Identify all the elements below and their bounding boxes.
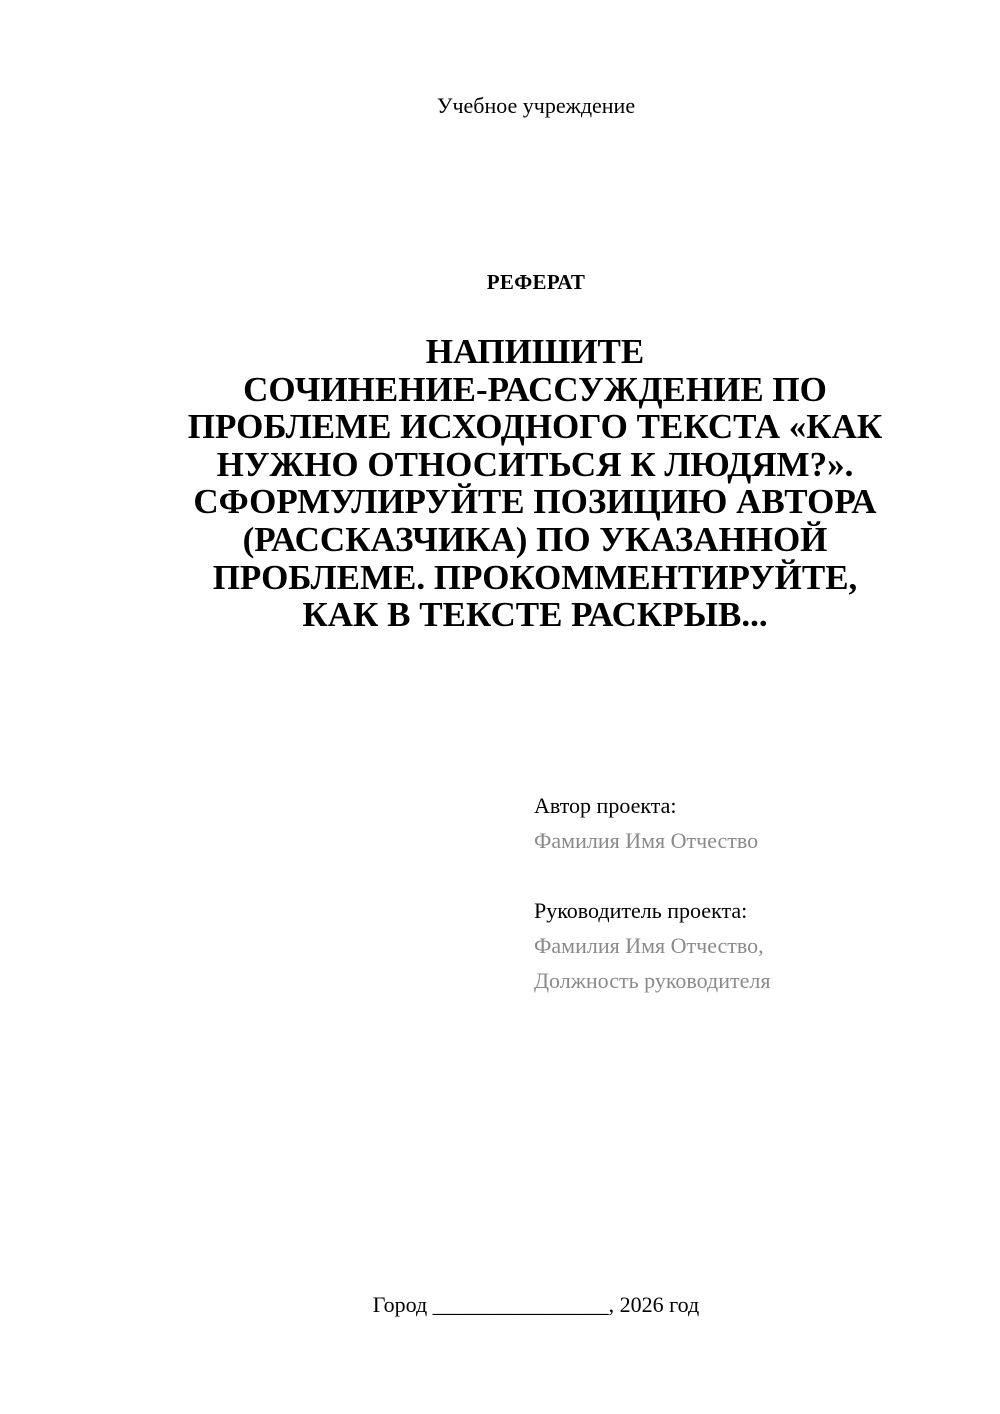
project-people-block bbox=[534, 788, 974, 998]
document-type: РЕФЕРАТ bbox=[486, 270, 586, 294]
title-line: СФОРМУЛИРУЙТЕ ПОЗИЦИЮ АВТОРА bbox=[193, 482, 877, 522]
title-line: (РАССКАЗЧИКА) ПО УКАЗАННОЙ bbox=[242, 519, 828, 559]
author-label: Автор проекта: bbox=[534, 793, 677, 818]
title-line: НУЖНО ОТНОСИТЬСЯ К ЛЮДЯМ?». bbox=[216, 444, 854, 484]
title-line: НАПИШИТЕ bbox=[425, 332, 645, 371]
supervisor-position: Должность руководителя bbox=[534, 968, 771, 993]
institution-name: Учебное учреждение bbox=[436, 93, 636, 118]
document-title bbox=[140, 333, 930, 634]
city-year-line: Город ________________, 2026 год bbox=[372, 1292, 700, 1317]
title-line: ПРОБЛЕМЕ ИСХОДНОГО ТЕКСТА «КАК bbox=[187, 407, 883, 447]
supervisor-label: Руководитель проекта: bbox=[534, 898, 748, 923]
title-line: СОЧИНЕНИЕ-РАССУЖДЕНИЕ ПО bbox=[243, 369, 827, 409]
spacer bbox=[534, 858, 974, 893]
supervisor-name: Фамилия Имя Отчество, bbox=[534, 933, 764, 958]
title-line: ПРОБЛЕМЕ. ПРОКОММЕНТИРУЙТЕ, bbox=[212, 557, 858, 597]
author-name: Фамилия Имя Отчество bbox=[534, 828, 759, 853]
title-line: КАК В ТЕКСТЕ РАСКРЫВ... bbox=[302, 595, 768, 635]
